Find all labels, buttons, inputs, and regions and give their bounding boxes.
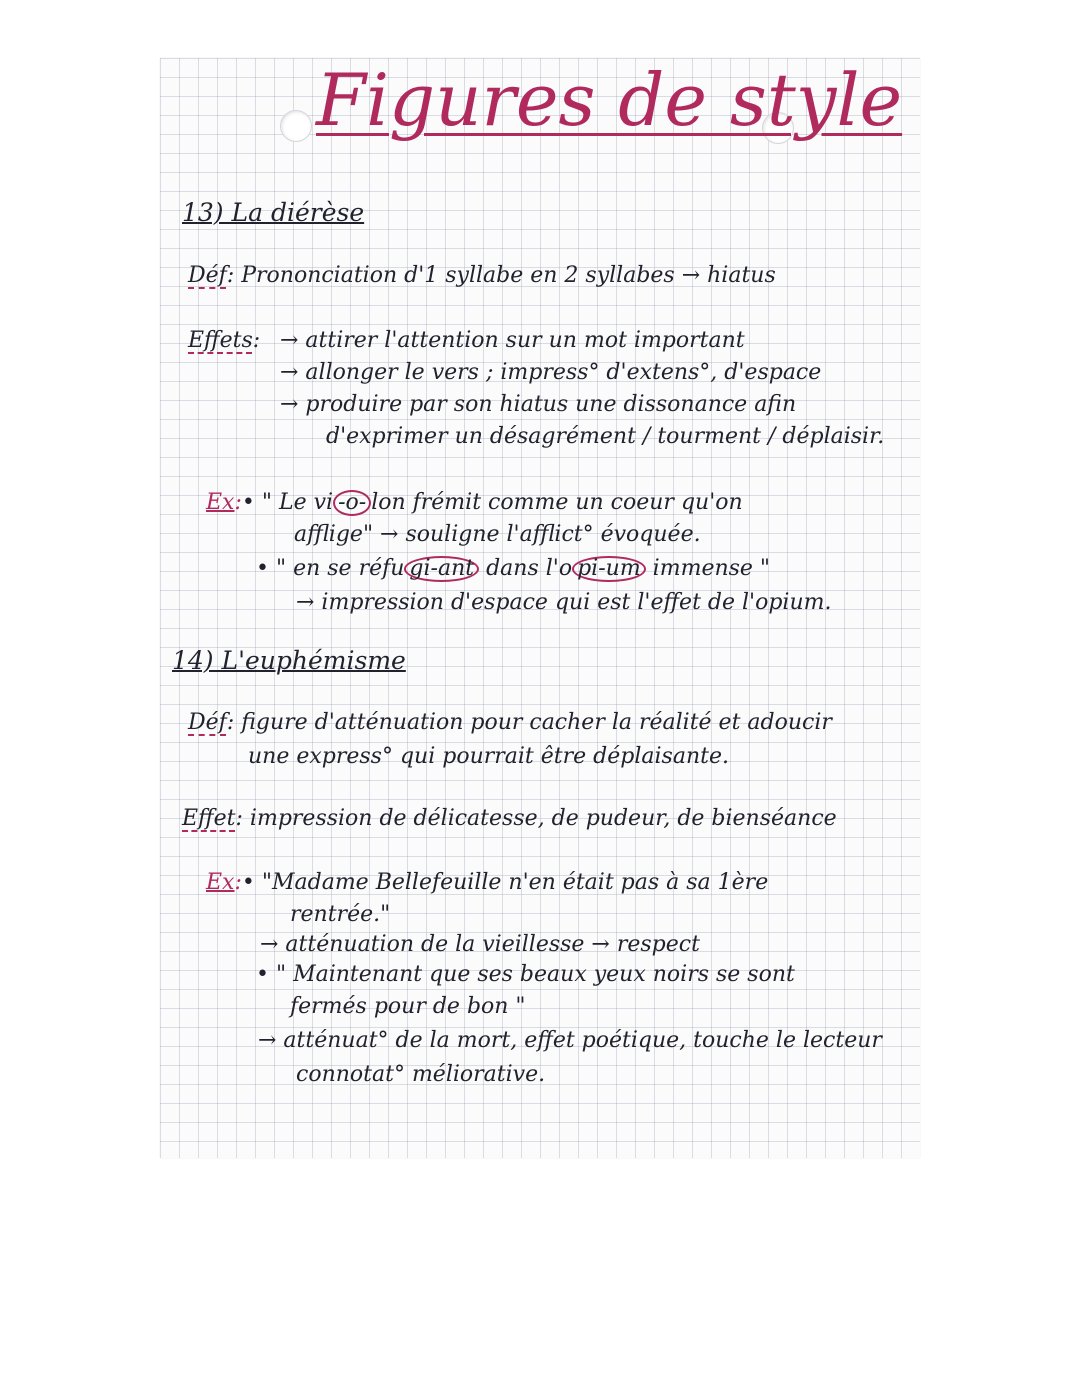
def-text: : Prononciation d'1 syllabe en 2 syllabes → hiatus xyxy=(226,263,776,288)
ex2-line-1: • " Maintenant que ses beaux yeux noirs se sont xyxy=(256,962,795,987)
ex1-line-1: • "Madame Bellefeuille n'en était pas à sa 1ère xyxy=(241,870,769,895)
section-13-effets: Effets: xyxy=(188,328,261,353)
def-label: Déf xyxy=(188,710,227,735)
punch-hole-left xyxy=(280,110,312,142)
section-13-heading-text: 13) La diérèse xyxy=(182,198,365,227)
section-13-example-1: Ex:• " Le vi -o- lon frémit comme un coeur qu'on xyxy=(206,490,743,515)
ex2-text-c: immense " xyxy=(645,556,771,581)
highlight-circle: -o- xyxy=(333,490,371,516)
ex-label: Ex xyxy=(206,870,235,895)
effets-item: d'exprimer un désagrément / tourment / déplaisir. xyxy=(326,424,885,449)
ex2-line-3: → atténuat° de la mort, effet poétique, touche le lecteur xyxy=(258,1028,882,1053)
def-line-2: une express° qui pourrait être déplaisante. xyxy=(248,744,729,769)
effet-text: : impression de délicatesse, de pudeur, de bienséance xyxy=(235,806,837,831)
section-14-effet xyxy=(182,806,837,831)
section-14-heading-text: 14) L'euphémisme xyxy=(172,646,406,675)
section-14-definition xyxy=(188,710,832,735)
section-14-example-1: Ex:• "Madame Bellefeuille n'en était pas à sa 1ère xyxy=(206,870,769,895)
highlight-circle: gi-ant xyxy=(404,556,479,582)
grid-paper-sheet xyxy=(160,58,920,1158)
effet-label: Effet xyxy=(182,806,236,831)
def-label: Déf xyxy=(188,263,227,288)
ex1-line-2: afflige" → souligne l'afflict° évoquée. xyxy=(294,522,701,547)
ex2-line-4: connotat° méliorative. xyxy=(296,1062,546,1087)
ex1-text-a: • " Le vi xyxy=(241,490,334,515)
ex2-line-2: → impression d'espace qui est l'effet de l'opium. xyxy=(296,590,832,615)
highlight-circle: pi-um xyxy=(572,556,646,582)
ex2-text-a: • " en se réfu xyxy=(256,556,405,581)
ex2-text-b: dans l'o xyxy=(479,556,573,581)
effets-item: → allonger le vers ; impress° d'extens°, d'espace xyxy=(280,360,822,385)
section-13-example-2 xyxy=(256,556,770,582)
ex1-text-b: lon frémit comme un coeur qu'on xyxy=(371,490,743,515)
def-text: : figure d'atténuation pour cacher la réalité et adoucir xyxy=(226,710,832,735)
ex1-line-2: rentrée." xyxy=(290,902,391,927)
effets-item: → attirer l'attention sur un mot important xyxy=(280,328,745,353)
ex2-line-2: fermés pour de bon " xyxy=(290,994,526,1019)
ex1-line-3: → atténuation de la vieillesse → respect xyxy=(260,932,700,957)
ex-label: Ex xyxy=(206,490,235,515)
effets-label: Effets xyxy=(188,328,253,353)
section-13-definition xyxy=(188,263,776,288)
section-13-heading xyxy=(182,198,364,227)
page-title: Figures de style xyxy=(316,58,903,142)
effets-item: → produire par son hiatus une dissonance afin xyxy=(280,392,797,417)
section-14-heading xyxy=(172,646,406,675)
